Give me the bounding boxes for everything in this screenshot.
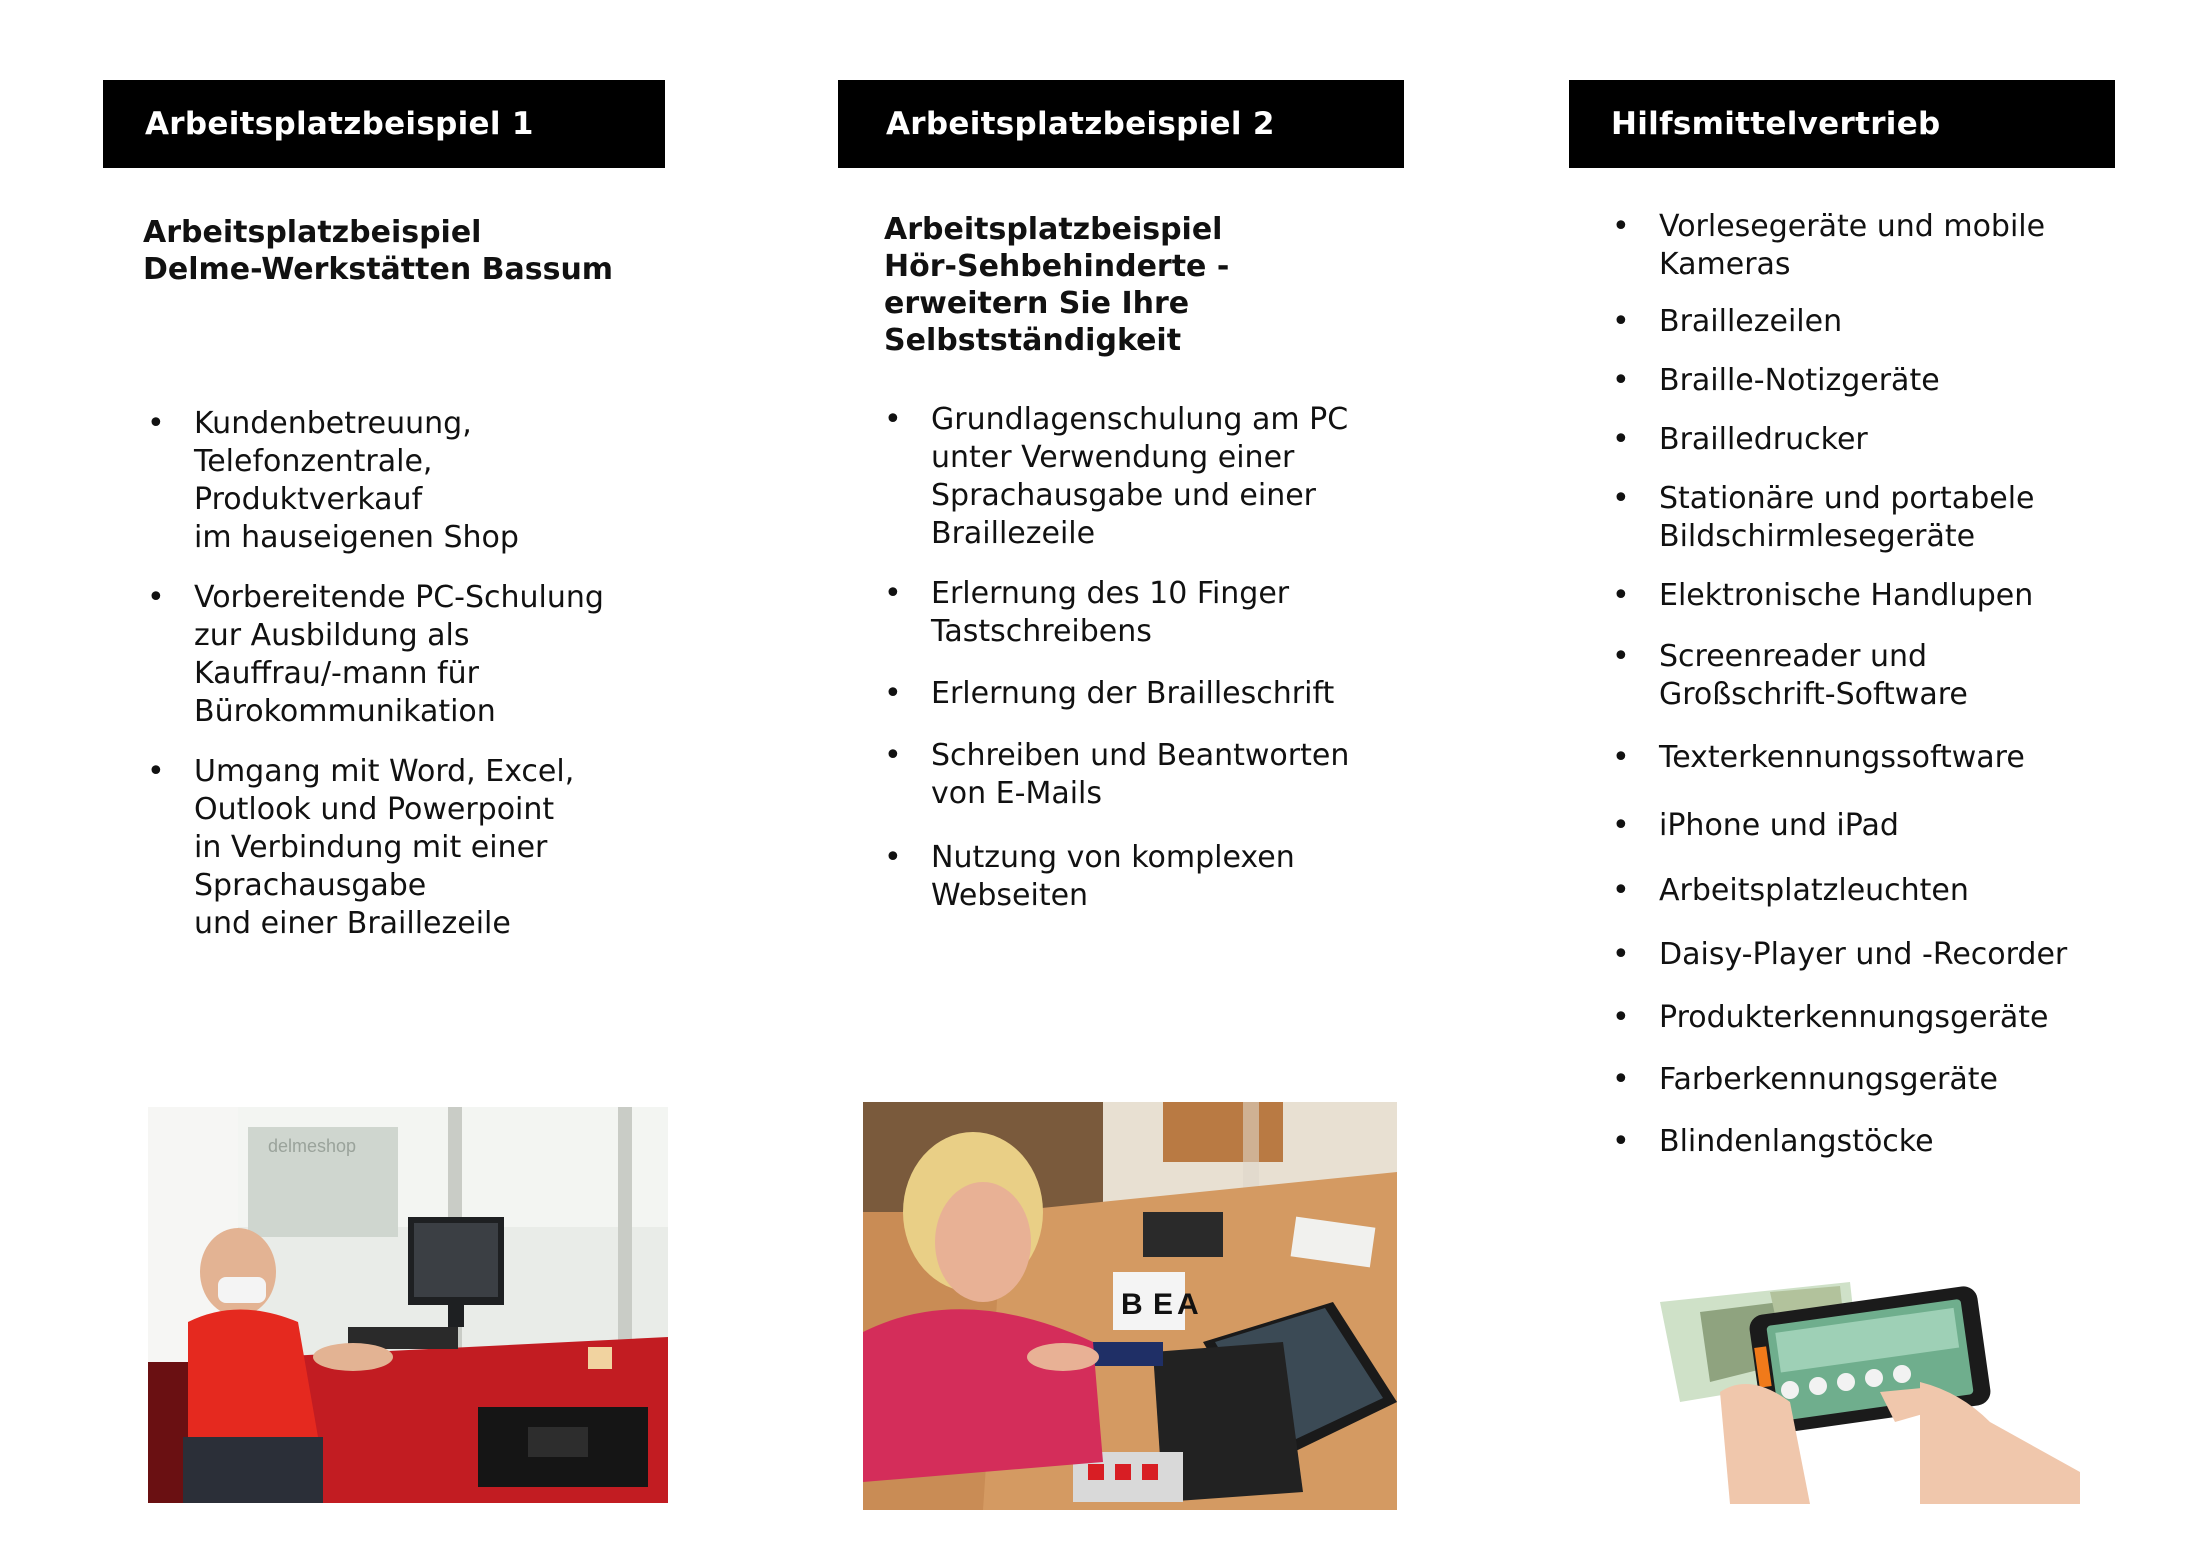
list-item: • Screenreader und Großschrift-Software	[1612, 638, 2067, 714]
list-item: • Braillezeilen	[1612, 303, 2067, 341]
section-header-aids-sales	[1569, 80, 2115, 168]
photo-handheld-magnifier	[1660, 1272, 2080, 1504]
shop-sign-text: delmeshop	[268, 1136, 357, 1156]
list-item: • Vorbereitende PC-Schulung zur Ausbildung als Kauffrau/-mann für Bürokommunikation	[147, 579, 604, 731]
photo-workplace-shop	[148, 1107, 668, 1503]
list-item: • Produkterkennungsgeräte	[1612, 999, 2067, 1037]
bullet-list	[884, 401, 1349, 915]
section-header-label: Hilfsmittelvertrieb	[1611, 106, 1941, 142]
list-item: • Umgang mit Word, Excel, Outlook und Powerpoint in Verbindung mit einer Sprachausgabe und einer Braillezeile	[147, 753, 604, 943]
list-item: • Arbeitsplatzleuchten	[1612, 872, 2067, 910]
list-item: • iPhone und iPad	[1612, 807, 2067, 845]
list-item: • Blindenlangstöcke	[1612, 1123, 2067, 1161]
list-item: • Grundlagenschulung am PC unter Verwendung einer Sprachausgabe und einer Braillezeile	[884, 401, 1349, 553]
list-item: • Brailledrucker	[1612, 421, 2067, 459]
list-item: • Erlernung des 10 Finger Tastschreibens	[884, 575, 1349, 651]
list-item: • Kundenbetreuung, Telefonzentrale, Produktverkauf im hauseigenen Shop	[147, 405, 604, 557]
list-item: • Daisy-Player und -Recorder	[1612, 936, 2067, 974]
list-item: • Schreiben und Beantworten von E-Mails	[884, 737, 1349, 813]
list-item: • Nutzung von komplexen Webseiten	[884, 839, 1349, 915]
section-header-label: Arbeitsplatzbeispiel 1	[145, 106, 534, 142]
section-subtitle: Arbeitsplatzbeispiel Hör-Sehbehinderte - erweitern Sie Ihre Selbstständigkeit	[884, 212, 1230, 358]
list-item: • Braille-Notizgeräte	[1612, 362, 2067, 400]
list-item: • Farberkennungsgeräte	[1612, 1061, 2067, 1099]
list-item: • Elektronische Handlupen	[1612, 577, 2067, 615]
section-header-workplace-1	[103, 80, 665, 168]
section-header-workplace-2	[838, 80, 1404, 168]
braille-letter-b: B	[1121, 1288, 1143, 1321]
list-item: • Texterkennungssoftware	[1612, 739, 2067, 777]
braille-letter-a: A	[1177, 1288, 1199, 1321]
section-header-label: Arbeitsplatzbeispiel 2	[886, 106, 1275, 142]
list-item: • Erlernung der Brailleschrift	[884, 675, 1349, 713]
list-item: • Vorlesegeräte und mobile Kameras	[1612, 208, 2067, 284]
photo-braille-workplace	[863, 1102, 1397, 1510]
section-subtitle: Arbeitsplatzbeispiel Delme-Werkstätten Bassum	[143, 215, 614, 287]
bullet-list	[147, 405, 604, 943]
list-item: • Stationäre und portabele Bildschirmlesegeräte	[1612, 480, 2067, 556]
braille-letter-e: E	[1153, 1288, 1174, 1321]
bullet-list	[1612, 208, 2067, 1161]
